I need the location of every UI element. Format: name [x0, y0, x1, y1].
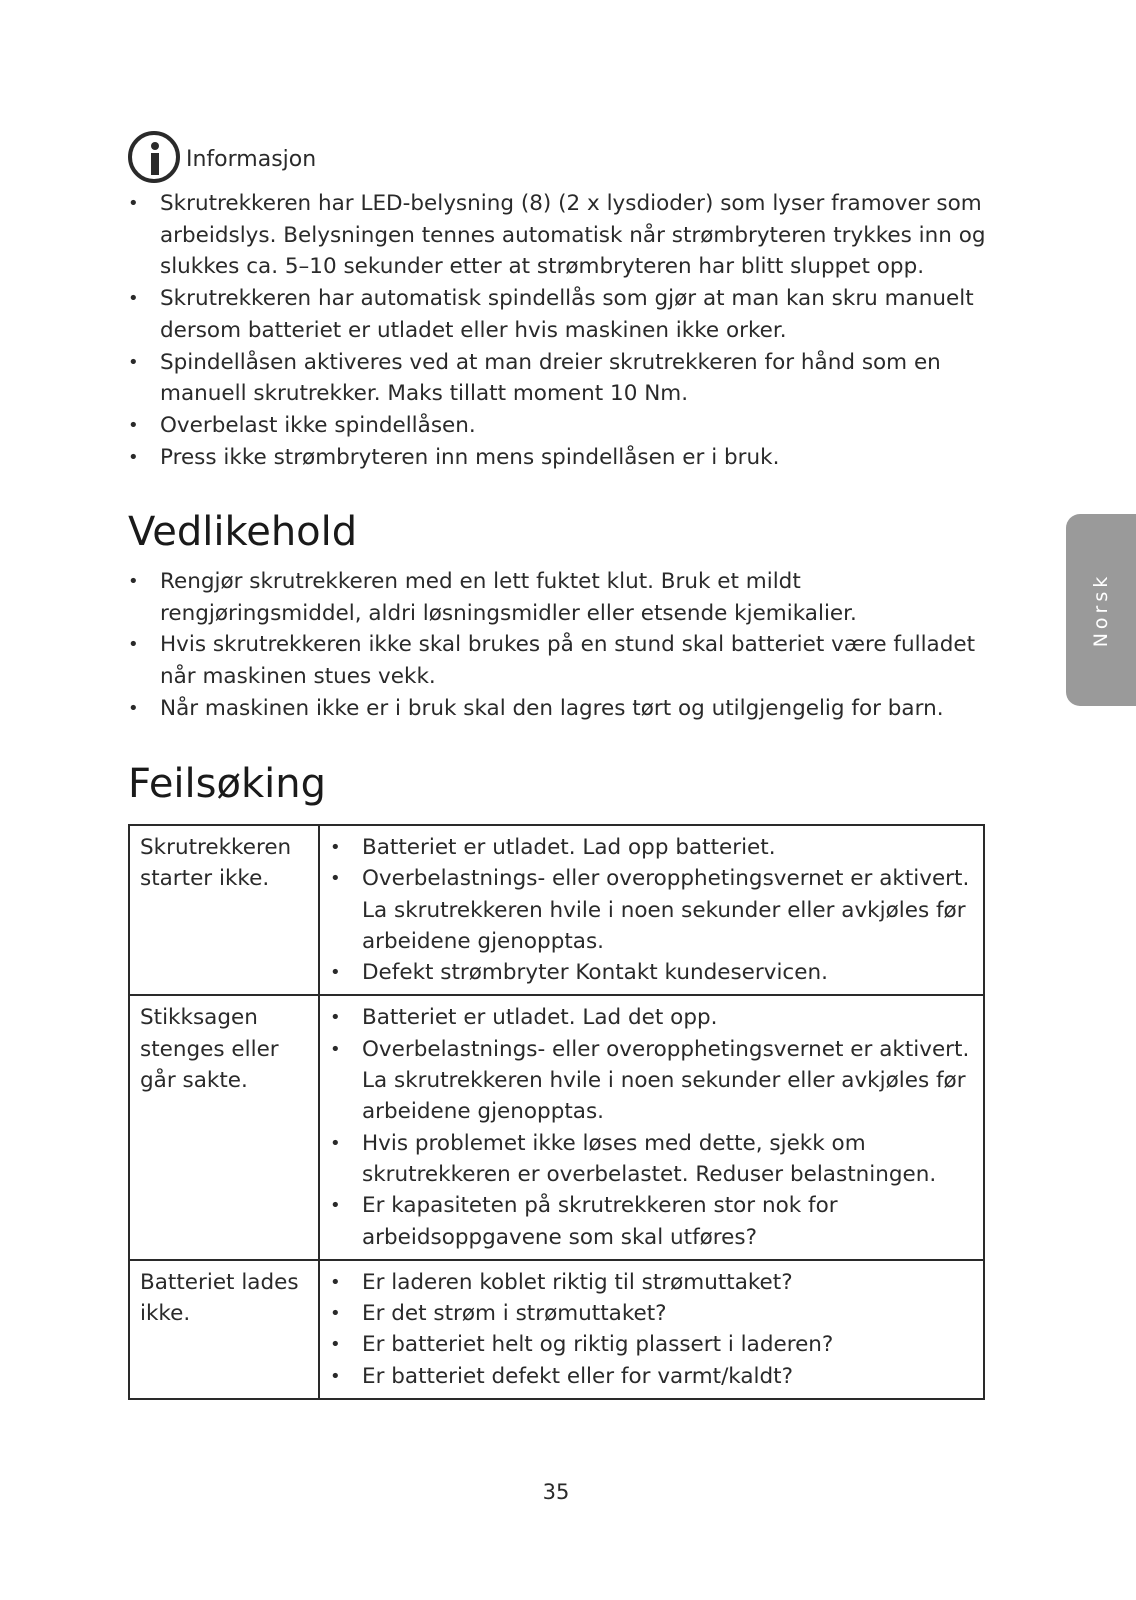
bullet: • — [330, 1132, 341, 1154]
bullet: • — [330, 1271, 341, 1293]
info-icon — [128, 131, 180, 183]
page-number: 35 — [542, 1480, 570, 1504]
bullet: • — [330, 868, 341, 890]
list-item: • Skrutrekkeren har automatisk spindellås som gjør at man kan skru manuelt dersom batteriet er utladet eller hvis maskinen ikke orker. — [128, 283, 998, 346]
problem-cell: Batteriet lades ikke. — [129, 1260, 319, 1399]
bullet: • — [128, 193, 139, 214]
list-item: • Defekt strømbryter Kontakt kundeservicen. — [330, 957, 975, 988]
list-item: • Spindellåsen aktiveres ved at man dreier skrutrekkeren for hånd som en manuell skrutrekker. Maks tillatt moment 10 Nm. — [128, 347, 998, 410]
list-item: • Press ikke strømbryteren inn mens spindellåsen er i bruk. — [128, 442, 998, 474]
list-item: • Overbelastnings- eller overopphetingsvernet er aktivert. La skrutrekkeren hvile i noen sekunder eller avkjøles før arbeidene gjenopptas. — [330, 1034, 975, 1128]
bullet: • — [330, 1195, 341, 1217]
info-title: Informasjon — [186, 147, 317, 172]
table-row — [129, 995, 984, 1259]
bullet: • — [330, 1365, 341, 1387]
maintenance-list — [128, 566, 998, 725]
bullet: • — [330, 1038, 341, 1060]
list-item: • Er batteriet helt og riktig plassert i laderen? — [330, 1329, 975, 1360]
problem-cell: Stikksagen stenges eller går sakte. — [129, 995, 319, 1259]
problem-cell: Skrutrekkeren starter ikke. — [129, 825, 319, 995]
bullet: • — [128, 446, 139, 468]
bullet: • — [128, 288, 139, 310]
bullet: • — [330, 1303, 341, 1325]
maintenance-heading: Vedlikehold — [128, 509, 358, 555]
bullet: • — [128, 414, 139, 436]
bullet: • — [128, 634, 139, 656]
info-header — [128, 130, 316, 184]
list-item: • Er det strøm i strømuttaket? — [330, 1298, 975, 1329]
troubleshooting-heading: Feilsøking — [128, 761, 326, 807]
bullet: • — [128, 697, 139, 719]
table-row — [129, 1260, 984, 1399]
list-item: • Batteriet er utladet. Lad opp batteriet. — [330, 832, 975, 863]
bullet: • — [330, 962, 341, 984]
list-item: • Skrutrekkeren har LED-belysning (8) (2 x lysdioder) som lyser framover som arbeidslys. Belysningen tennes automatisk når strømbryteren trykkes inn og slukkes ca. 5–10 sekunder etter at strømbryteren har blitt sluppet opp. — [128, 188, 998, 283]
list-item: • Batteriet er utladet. Lad det opp. — [330, 1002, 975, 1033]
bullet: • — [330, 1007, 341, 1029]
list-item: • Hvis problemet ikke løses med dette, sjekk om skrutrekkeren er overbelastet. Reduser belastningen. — [330, 1128, 975, 1191]
bullet: • — [330, 1334, 341, 1356]
solution-cell — [319, 825, 984, 995]
bullet: • — [128, 571, 139, 592]
language-tab — [1066, 514, 1136, 706]
solution-cell — [319, 995, 984, 1259]
list-item: • Overbelastnings- eller overopphetingsvernet er aktivert. La skrutrekkeren hvile i noen sekunder eller avkjøles før arbeidene gjenopptas. — [330, 863, 975, 957]
list-item: • Hvis skrutrekkeren ikke skal brukes på en stund skal batteriet være fulladet når maskinen stues vekk. — [128, 629, 998, 692]
solution-cell — [319, 1260, 984, 1399]
info-list — [128, 188, 998, 473]
list-item: • Overbelast ikke spindellåsen. — [128, 410, 998, 442]
list-item: • Når maskinen ikke er i bruk skal den lagres tørt og utilgjengelig for barn. — [128, 693, 998, 725]
list-item: • Er laderen koblet riktig til strømuttaket? — [330, 1267, 975, 1298]
table-row — [129, 825, 984, 995]
list-item: • Er kapasiteten på skrutrekkeren stor nok for arbeidsoppgavene som skal utføres? — [330, 1190, 975, 1253]
language-tab-label: Norsk — [1090, 572, 1112, 648]
bullet: • — [330, 837, 341, 858]
bullet: • — [128, 351, 139, 373]
list-item: • Rengjør skrutrekkeren med en lett fuktet klut. Bruk et mildt rengjøringsmiddel, aldri løsningsmidler eller etsende kjemikalier. — [128, 566, 998, 629]
list-item: • Er batteriet defekt eller for varmt/kaldt? — [330, 1361, 975, 1392]
troubleshooting-table — [128, 824, 985, 1400]
